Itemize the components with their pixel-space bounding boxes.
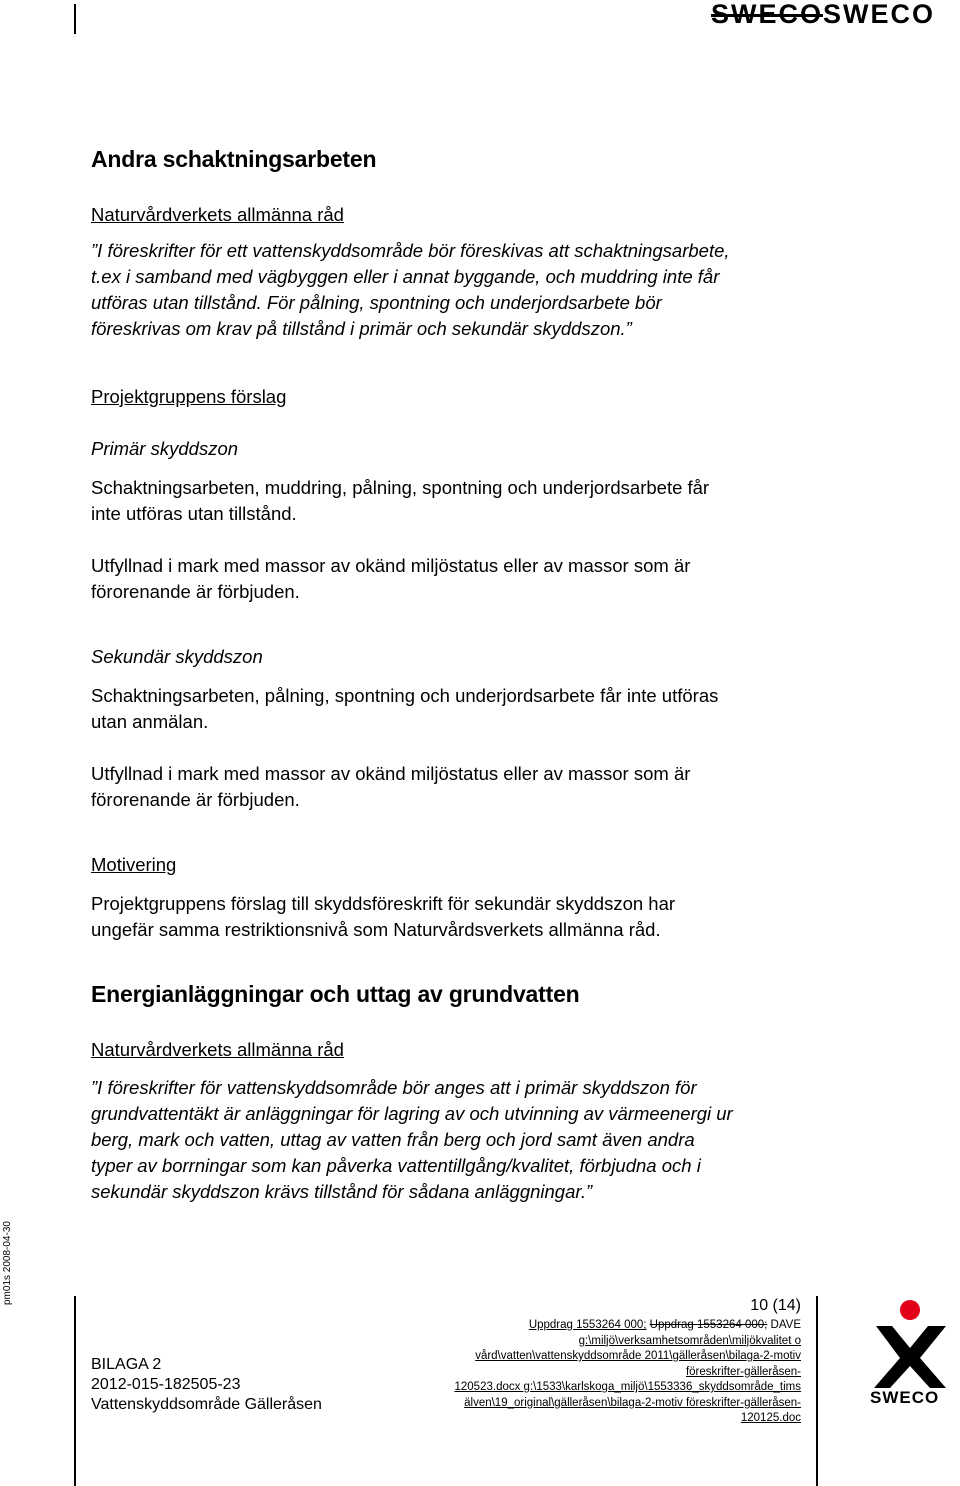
text-line: förorenande är förbjuden. [91,789,300,810]
section-heading-energi: Energianläggningar och uttag av grundvatten [91,981,580,1007]
wordmark-text: SWECO [823,0,936,29]
quote-line: t.ex i samband med vägbyggen eller i annat byggande, och muddring inte får [91,266,720,287]
advice-quote-2 [91,1075,851,1205]
text-line: Utfyllnad i mark med massor av okänd miljöstatus eller av massor som är [91,555,691,576]
assignment-new: Uppdrag 1553264 000; [528,1319,647,1331]
page-number: 10 (14) [750,1297,801,1314]
quote-line: berg, mark och vatten, uttag av vatten från berg och jord samt även andra [91,1129,695,1150]
assignment-old: Uppdrag 1553264 000; [649,1319,768,1331]
secondary-paragraph-1 [91,683,851,735]
file-path-line: föreskrifter-gälleråsen- [685,1365,801,1378]
quote-line: typer av borrningar som kan påverka vattentillgång/kvalitet, förbjudna och i [91,1155,701,1176]
file-path-line: 120523.docx g:\1533\karlskoga_miljö\1553336_skyddsområde_tims [454,1381,801,1393]
motivation-paragraph [91,891,851,943]
advice-quote [91,238,851,342]
quote-line: sekundär skyddszon krävs tillstånd för sådana anläggningar.” [91,1181,593,1202]
text-line: Utfyllnad i mark med massor av okänd miljöstatus eller av massor som är [91,763,691,784]
sweco-logo [868,1296,954,1414]
footer-document-info [91,1355,322,1415]
quote-line: utföras utan tillstånd. För pålning, spontning och underjordsarbete bör [91,292,662,313]
sweco-logo-mark [868,1296,954,1388]
text-line: Schaktningsarbeten, pålning, spontning och underjordsarbete får inte utföras [91,685,719,706]
text-line: utan anmälan. [91,711,209,732]
header-divider [74,4,76,34]
file-path-line: älven\19_original\gälleråsen\bilaga-2-motiv föreskrifter-gälleråsen- [464,1396,801,1409]
footer-assignment-line [455,1318,802,1334]
text-line: Schaktningsarbeten, muddring, pålning, spontning och underjordsarbete får [91,477,710,498]
footer-line: BILAGA 2 [91,1356,162,1373]
quote-line: ”I föreskrifter för ett vattenskyddsområde bör föreskivas att schaktningsarbete, [91,240,730,261]
section-heading-schakt: Andra schaktningsarbeten [91,146,377,172]
motivation-label: Motivering [91,854,177,875]
template-code: pm01s 2008-04-30 [2,1221,13,1305]
primary-paragraph-1 [91,475,851,527]
file-path-line: g:\miljö\verksamhetsområden\miljökvalitet o [578,1334,801,1347]
wordmark-strikethrough: SWECO [711,0,824,29]
assignment-author: DAVE [770,1319,801,1331]
footer-line: Vattenskyddsområde Gälleråsen [91,1396,322,1413]
quote-line: grundvattentäkt är anläggningar för lagring av och utvinning av värmeenergi ur [91,1103,733,1124]
text-line: förorenande är förbjuden. [91,581,300,602]
footer-divider-right [816,1296,818,1486]
advice-label: Naturvårdverkets allmänna råd [91,204,344,225]
file-path-line: 120125.doc [740,1412,801,1424]
footer-line: 2012-015-182505-23 [91,1376,241,1393]
primary-paragraph-2 [91,553,851,605]
file-path-line: vård\vatten\vattenskyddsområde 2011\gälleråsen\bilaga-2-motiv [475,1350,801,1362]
secondary-zone-label: Sekundär skyddszon [91,646,263,667]
text-line: inte utföras utan tillstånd. [91,503,297,524]
footer-divider-left [74,1296,76,1486]
header-wordmark [711,0,935,30]
advice-label-2: Naturvårdverkets allmänna råd [91,1039,344,1060]
secondary-paragraph-2 [91,761,851,813]
quote-line: ”I föreskrifter för vattenskyddsområde bör anges att i primär skyddszon för [91,1077,697,1098]
text-line: ungefär samma restriktionsnivå som Naturvårdsverkets allmänna råd. [91,919,661,940]
sweco-logo-text: SWECO [870,1388,940,1407]
primary-zone-label: Primär skyddszon [91,438,239,459]
proposal-label: Projektgruppens förslag [91,386,287,407]
quote-line: föreskrivas om krav på tillstånd i primär och sekundär skyddszon.” [91,318,632,339]
footer-file-info [455,1318,802,1427]
text-line: Projektgruppens förslag till skyddsföreskrift för sekundär skyddszon har [91,893,676,914]
